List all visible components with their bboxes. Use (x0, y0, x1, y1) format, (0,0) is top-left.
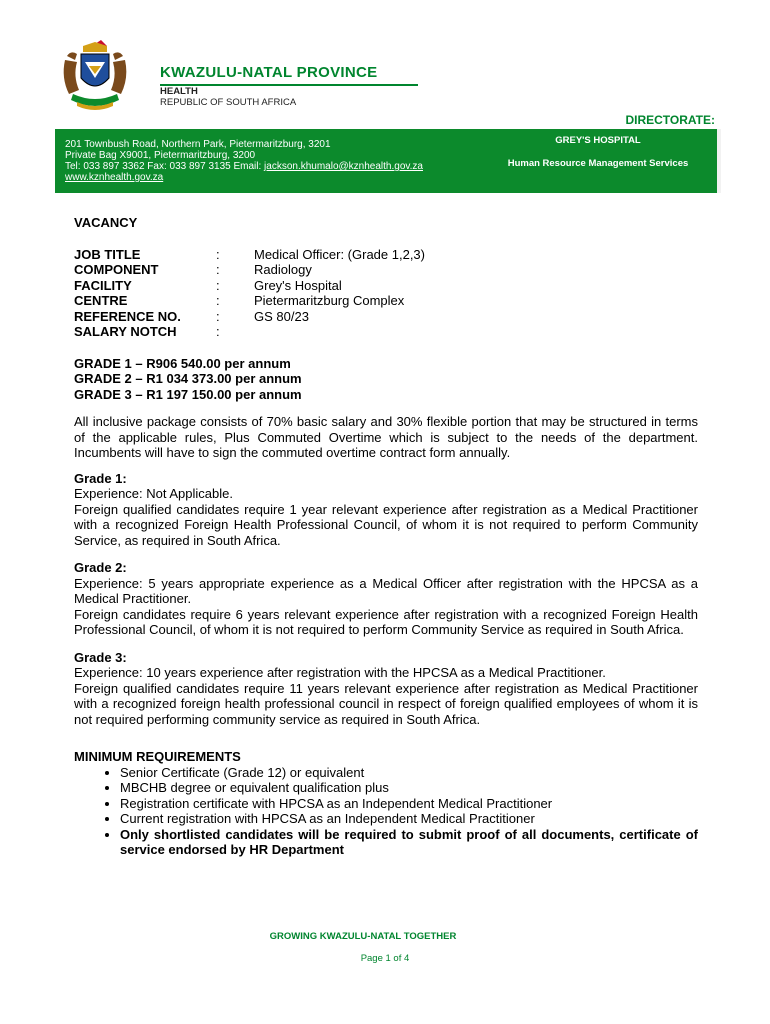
field-label: COMPONENT (74, 262, 159, 277)
field-value: Radiology (254, 262, 312, 277)
requirements-list (74, 765, 698, 858)
field-row (74, 278, 698, 294)
package-paragraph: All inclusive package consists of 70% basic salary and 30% flexible portion that may be structured in terms of the applicable rules, Plus Commuted Overtime which is subject to the needs of the department. Incumbents will have to sign the commuted overtime contract form annually. (74, 414, 698, 460)
grade-text: Foreign qualified candidates require 1 year relevant experience after registration as a Medical Practitioner with a recognized Foreign Health Professional Council, of whom it is not required to perform Community Service, as required in South Africa. (74, 501, 698, 548)
grade-section (74, 650, 698, 728)
salary-grades (74, 356, 698, 403)
address-line: 201 Townbush Road, Northern Park, Pietermaritzburg, 3201 (65, 139, 331, 150)
country-name: REPUBLIC OF SOUTH AFRICA (160, 97, 297, 108)
field-row (74, 247, 698, 263)
address-line: Private Bag X9001, Pietermaritzburg, 3200 (65, 150, 256, 161)
field-value: Grey's Hospital (254, 277, 342, 293)
field-colon: : (216, 308, 220, 324)
field-colon: : (216, 277, 220, 293)
requirement-item: • Only shortlisted candidates will be required to submit proof of all documents, certificate of service endorsed by HR Department (120, 827, 698, 858)
directorate-label: DIRECTORATE: (625, 113, 715, 127)
header-divider (160, 84, 418, 86)
field-row (74, 309, 698, 325)
grade-section (74, 560, 698, 638)
field-label: CENTRE (74, 293, 128, 308)
field-row (74, 262, 698, 278)
field-label: FACILITY (74, 277, 132, 293)
grade-text: Foreign qualified candidates require 11 years relevant experience after registration as Medical Practitioner with a recognized foreign health professional council in respect of foreign qualified employees of whom it is not required performing community service as required in South Africa. (74, 680, 698, 727)
grade-text: Foreign candidates require 6 years relevant experience after registration with a recognized Foreign Health Professional Council, of whom it is not required to perform Community Service as required in South Africa. (74, 606, 698, 637)
email-link[interactable]: jackson.khumalo@kznhealth.gov.za (264, 161, 423, 172)
grade-title: Grade 2: (74, 560, 127, 575)
field-value: GS 80/23 (254, 308, 309, 324)
grade-text: Experience: Not Applicable. (74, 486, 233, 501)
requirements-heading: MINIMUM REQUIREMENTS (74, 749, 241, 764)
field-row (74, 324, 698, 340)
field-colon: : (216, 262, 220, 277)
grade-text: Experience: 10 years experience after registration with the HPCSA as a Medical Practitioner. (74, 665, 606, 680)
field-row (74, 293, 698, 309)
letterhead (50, 38, 430, 118)
requirement-item: • Registration certificate with HPCSA as an Independent Medical Practitioner (120, 796, 698, 812)
grade-salary: GRADE 1 – R906 540.00 per annum (74, 355, 291, 371)
requirement-item: • Senior Certificate (Grade 12) or equivalent (120, 765, 698, 781)
contact-numbers: Tel: 033 897 3362 Fax: 033 897 3135 Email: (65, 161, 265, 172)
vacancy-heading: VACANCY (74, 215, 138, 230)
department-name: HEALTH (160, 86, 198, 97)
requirement-item: • Current registration with HPCSA as an Independent Medical Practitioner (120, 811, 698, 827)
hospital-name: GREY'S HOSPITAL (555, 135, 641, 146)
field-value (254, 324, 698, 340)
grade-salary: GRADE 3 – R1 197 150.00 per annum (74, 386, 302, 402)
field-label: SALARY NOTCH (74, 324, 177, 339)
grade-title: Grade 1: (74, 470, 127, 486)
address-block (65, 139, 423, 183)
field-value: Pietermaritzburg Complex (254, 293, 405, 308)
field-label: REFERENCE NO. (74, 308, 181, 324)
field-value: Medical Officer: (Grade 1,2,3) (254, 246, 425, 262)
contact-band (55, 129, 721, 193)
requirement-item: • MBCHB degree or equivalent qualification plus (120, 780, 698, 796)
field-colon: : (216, 324, 220, 339)
website-link[interactable]: www.kznhealth.gov.za (65, 172, 164, 183)
document-body (74, 215, 698, 858)
field-label: JOB TITLE (74, 246, 141, 262)
field-colon: : (216, 293, 220, 308)
hospital-block (493, 135, 703, 169)
field-colon: : (216, 246, 220, 262)
grade-section (74, 471, 698, 549)
org-name: KWAZULU-NATAL PROVINCE (160, 64, 378, 81)
grade-text: Experience: 5 years appropriate experience as a Medical Officer after registration with the HPCSA as a Medical Practitioner. (74, 575, 698, 606)
grade-title: Grade 3: (74, 649, 127, 665)
footer-slogan: GROWING KWAZULU-NATAL TOGETHER (269, 931, 457, 942)
vacancy-fields (74, 247, 698, 340)
provincial-crest-logo (55, 38, 135, 114)
unit-name: Human Resource Management Services (507, 158, 689, 169)
grade-salary: GRADE 2 – R1 034 373.00 per annum (74, 371, 302, 386)
contact-line (65, 161, 423, 172)
page-number: Page 1 of 4 (360, 953, 410, 964)
